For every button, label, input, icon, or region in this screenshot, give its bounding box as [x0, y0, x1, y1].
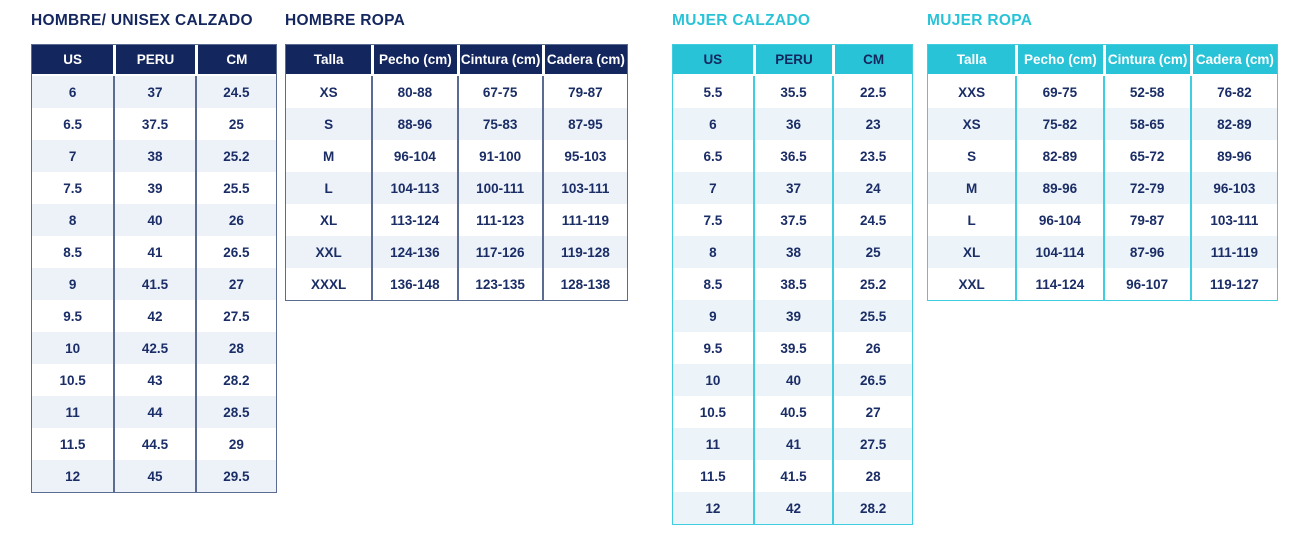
table-title: HOMBRE ROPA [285, 12, 406, 29]
table-cell: 39.5 [753, 332, 833, 364]
table-cell: 6.5 [673, 140, 753, 172]
table-cell: 87-95 [542, 108, 627, 140]
table-cell: 38.5 [753, 268, 833, 300]
table-cell: 26 [195, 204, 276, 236]
table-cell: 9.5 [32, 300, 113, 332]
column-header: Pecho (cm) [371, 45, 456, 76]
table-cell: 42 [753, 492, 833, 524]
table-cell: 89-96 [1190, 140, 1277, 172]
table-cell: 36.5 [753, 140, 833, 172]
table-row [286, 204, 627, 236]
table-row [673, 204, 912, 236]
table-cell: M [928, 172, 1015, 204]
column-header: Cadera (cm) [542, 45, 627, 76]
table-cell: 91-100 [457, 140, 542, 172]
table-row [32, 332, 276, 364]
table-cell: 27.5 [195, 300, 276, 332]
table-cell: 11 [673, 428, 753, 460]
table-cell: 28 [195, 332, 276, 364]
table-row [673, 332, 912, 364]
header-row [32, 45, 276, 76]
table-row [673, 236, 912, 268]
table-cell: 38 [113, 140, 194, 172]
table-cell: 6 [32, 76, 113, 108]
table-cell: 27 [832, 396, 912, 428]
table-body [928, 76, 1277, 300]
table-cell: 111-119 [1190, 236, 1277, 268]
table-cell: XXXL [286, 268, 371, 300]
table-cell: 75-83 [457, 108, 542, 140]
table-cell: 96-103 [1190, 172, 1277, 204]
table-cell: 82-89 [1190, 108, 1277, 140]
table-row [673, 428, 912, 460]
table-cell: 41 [753, 428, 833, 460]
table-cell: 25 [195, 108, 276, 140]
column-header: Cadera (cm) [1190, 45, 1277, 76]
table-row [32, 204, 276, 236]
table-row [928, 108, 1277, 140]
table-cell: 40.5 [753, 396, 833, 428]
table-cell: XS [286, 76, 371, 108]
table-cell: 29.5 [195, 460, 276, 492]
table-cell: XXL [928, 268, 1015, 300]
table-cell: 89-96 [1015, 172, 1102, 204]
table-row [286, 268, 627, 300]
table-row [673, 268, 912, 300]
table-cell: 95-103 [542, 140, 627, 172]
size-chart-hombre-ropa [285, 12, 628, 301]
table-cell: 119-127 [1190, 268, 1277, 300]
table-cell: 25.5 [195, 172, 276, 204]
size-chart-hombre-unisex-calzado [31, 12, 277, 493]
table-row [32, 268, 276, 300]
table-title: HOMBRE/ UNISEX CALZADO [31, 12, 253, 29]
table-cell: 23 [832, 108, 912, 140]
table-cell: 39 [113, 172, 194, 204]
table-row [673, 140, 912, 172]
table-cell: 35.5 [753, 76, 833, 108]
table-cell: 75-82 [1015, 108, 1102, 140]
table-cell: 113-124 [371, 204, 456, 236]
table-cell: 42.5 [113, 332, 194, 364]
table-row [673, 300, 912, 332]
table-cell: 10.5 [32, 364, 113, 396]
table-cell: 10 [673, 364, 753, 396]
table-cell: 8.5 [32, 236, 113, 268]
table-cell: 7.5 [673, 204, 753, 236]
header-row [286, 45, 627, 76]
table-cell: 26.5 [195, 236, 276, 268]
table-cell: 52-58 [1103, 76, 1190, 108]
table-header [286, 45, 627, 76]
table-row [32, 460, 276, 492]
column-header: CM [195, 45, 276, 76]
table-cell: 28.2 [195, 364, 276, 396]
table-cell: 58-65 [1103, 108, 1190, 140]
table-cell: 11.5 [673, 460, 753, 492]
table-row [673, 76, 912, 108]
table-cell: 7 [673, 172, 753, 204]
table-row [286, 108, 627, 140]
size-table [31, 44, 277, 493]
table-cell: 37 [753, 172, 833, 204]
table-cell: 41.5 [753, 460, 833, 492]
table-cell: 36 [753, 108, 833, 140]
table-cell: L [286, 172, 371, 204]
table-cell: 111-119 [542, 204, 627, 236]
table-row [928, 76, 1277, 108]
table-cell: 22.5 [832, 76, 912, 108]
table-cell: 12 [673, 492, 753, 524]
table-cell: XL [286, 204, 371, 236]
table-cell: 24 [832, 172, 912, 204]
table-row [928, 140, 1277, 172]
table-cell: 27.5 [832, 428, 912, 460]
table-cell: 23.5 [832, 140, 912, 172]
table-cell: 8 [32, 204, 113, 236]
table-cell: 96-104 [1015, 204, 1102, 236]
table-cell: 25.5 [832, 300, 912, 332]
table-cell: 37.5 [753, 204, 833, 236]
table-cell: 8.5 [673, 268, 753, 300]
table-row [673, 108, 912, 140]
table-cell: 72-79 [1103, 172, 1190, 204]
table-row [32, 396, 276, 428]
table-cell: 40 [113, 204, 194, 236]
table-cell: 96-107 [1103, 268, 1190, 300]
table-cell: 6 [673, 108, 753, 140]
table-title: MUJER ROPA [927, 12, 1033, 29]
table-cell: 67-75 [457, 76, 542, 108]
table-cell: 29 [195, 428, 276, 460]
table-cell: 87-96 [1103, 236, 1190, 268]
table-row [32, 428, 276, 460]
column-header: Talla [286, 45, 371, 76]
column-header: US [673, 45, 753, 76]
table-body [286, 76, 627, 300]
table-cell: 41.5 [113, 268, 194, 300]
table-cell: 76-82 [1190, 76, 1277, 108]
table-header [928, 45, 1277, 76]
table-row [928, 172, 1277, 204]
table-cell: 45 [113, 460, 194, 492]
table-cell: 100-111 [457, 172, 542, 204]
table-cell: 82-89 [1015, 140, 1102, 172]
table-cell: 117-126 [457, 236, 542, 268]
table-cell: 104-114 [1015, 236, 1102, 268]
table-cell: 37.5 [113, 108, 194, 140]
table-cell: 28 [832, 460, 912, 492]
table-row [32, 236, 276, 268]
table-cell: XL [928, 236, 1015, 268]
table-cell: 25 [832, 236, 912, 268]
table-cell: 123-135 [457, 268, 542, 300]
table-header [673, 45, 912, 76]
column-header: PERU [113, 45, 194, 76]
table-cell: 8 [673, 236, 753, 268]
table-row [286, 76, 627, 108]
table-cell: XXL [286, 236, 371, 268]
table-cell: 25.2 [195, 140, 276, 172]
table-row [32, 76, 276, 108]
column-header: US [32, 45, 113, 76]
table-row [286, 236, 627, 268]
table-cell: 27 [195, 268, 276, 300]
column-header: Pecho (cm) [1015, 45, 1102, 76]
table-title: MUJER CALZADO [672, 12, 811, 29]
table-cell: 10 [32, 332, 113, 364]
table-cell: 103-111 [542, 172, 627, 204]
table-cell: S [286, 108, 371, 140]
table-cell: 10.5 [673, 396, 753, 428]
table-row [673, 396, 912, 428]
size-chart-mujer-ropa [927, 12, 1278, 301]
table-row [673, 364, 912, 396]
table-cell: XXS [928, 76, 1015, 108]
column-header: CM [832, 45, 912, 76]
table-row [32, 108, 276, 140]
table-cell: 9 [32, 268, 113, 300]
table-cell: 11.5 [32, 428, 113, 460]
table-cell: 5.5 [673, 76, 753, 108]
size-table [927, 44, 1278, 301]
table-cell: 65-72 [1103, 140, 1190, 172]
table-cell: 24.5 [832, 204, 912, 236]
table-cell: 9 [673, 300, 753, 332]
table-row [32, 172, 276, 204]
table-cell: 24.5 [195, 76, 276, 108]
table-row [928, 236, 1277, 268]
table-cell: XS [928, 108, 1015, 140]
table-cell: 79-87 [542, 76, 627, 108]
column-header: Talla [928, 45, 1015, 76]
table-cell: 7 [32, 140, 113, 172]
table-row [32, 300, 276, 332]
table-cell: 88-96 [371, 108, 456, 140]
table-cell: 79-87 [1103, 204, 1190, 236]
table-cell: 28.2 [832, 492, 912, 524]
header-row [928, 45, 1277, 76]
table-cell: 128-138 [542, 268, 627, 300]
table-cell: L [928, 204, 1015, 236]
column-header: Cintura (cm) [457, 45, 542, 76]
table-row [32, 140, 276, 172]
table-cell: 25.2 [832, 268, 912, 300]
table-cell: 44.5 [113, 428, 194, 460]
table-cell: 80-88 [371, 76, 456, 108]
table-cell: 40 [753, 364, 833, 396]
table-cell: 37 [113, 76, 194, 108]
table-cell: 28.5 [195, 396, 276, 428]
table-cell: 69-75 [1015, 76, 1102, 108]
table-row [286, 172, 627, 204]
table-cell: 119-128 [542, 236, 627, 268]
table-cell: S [928, 140, 1015, 172]
table-cell: 96-104 [371, 140, 456, 172]
table-cell: 124-136 [371, 236, 456, 268]
table-cell: 104-113 [371, 172, 456, 204]
table-row [928, 268, 1277, 300]
table-cell: 11 [32, 396, 113, 428]
table-row [928, 204, 1277, 236]
table-row [286, 140, 627, 172]
table-cell: 43 [113, 364, 194, 396]
column-header: PERU [753, 45, 833, 76]
table-header [32, 45, 276, 76]
table-cell: 6.5 [32, 108, 113, 140]
table-body [32, 76, 276, 492]
table-row [673, 492, 912, 524]
table-cell: 9.5 [673, 332, 753, 364]
table-row [673, 172, 912, 204]
table-cell: 103-111 [1190, 204, 1277, 236]
column-header: Cintura (cm) [1103, 45, 1190, 76]
size-chart-mujer-calzado [672, 12, 913, 525]
size-table [672, 44, 913, 525]
table-cell: 26 [832, 332, 912, 364]
table-cell: 12 [32, 460, 113, 492]
table-cell: 41 [113, 236, 194, 268]
table-cell: 39 [753, 300, 833, 332]
table-cell: 44 [113, 396, 194, 428]
table-cell: 136-148 [371, 268, 456, 300]
table-cell: 111-123 [457, 204, 542, 236]
table-cell: M [286, 140, 371, 172]
size-table [285, 44, 628, 301]
table-cell: 26.5 [832, 364, 912, 396]
table-cell: 114-124 [1015, 268, 1102, 300]
header-row [673, 45, 912, 76]
table-row [32, 364, 276, 396]
table-cell: 42 [113, 300, 194, 332]
table-row [673, 460, 912, 492]
table-body [673, 76, 912, 524]
table-cell: 7.5 [32, 172, 113, 204]
table-cell: 38 [753, 236, 833, 268]
